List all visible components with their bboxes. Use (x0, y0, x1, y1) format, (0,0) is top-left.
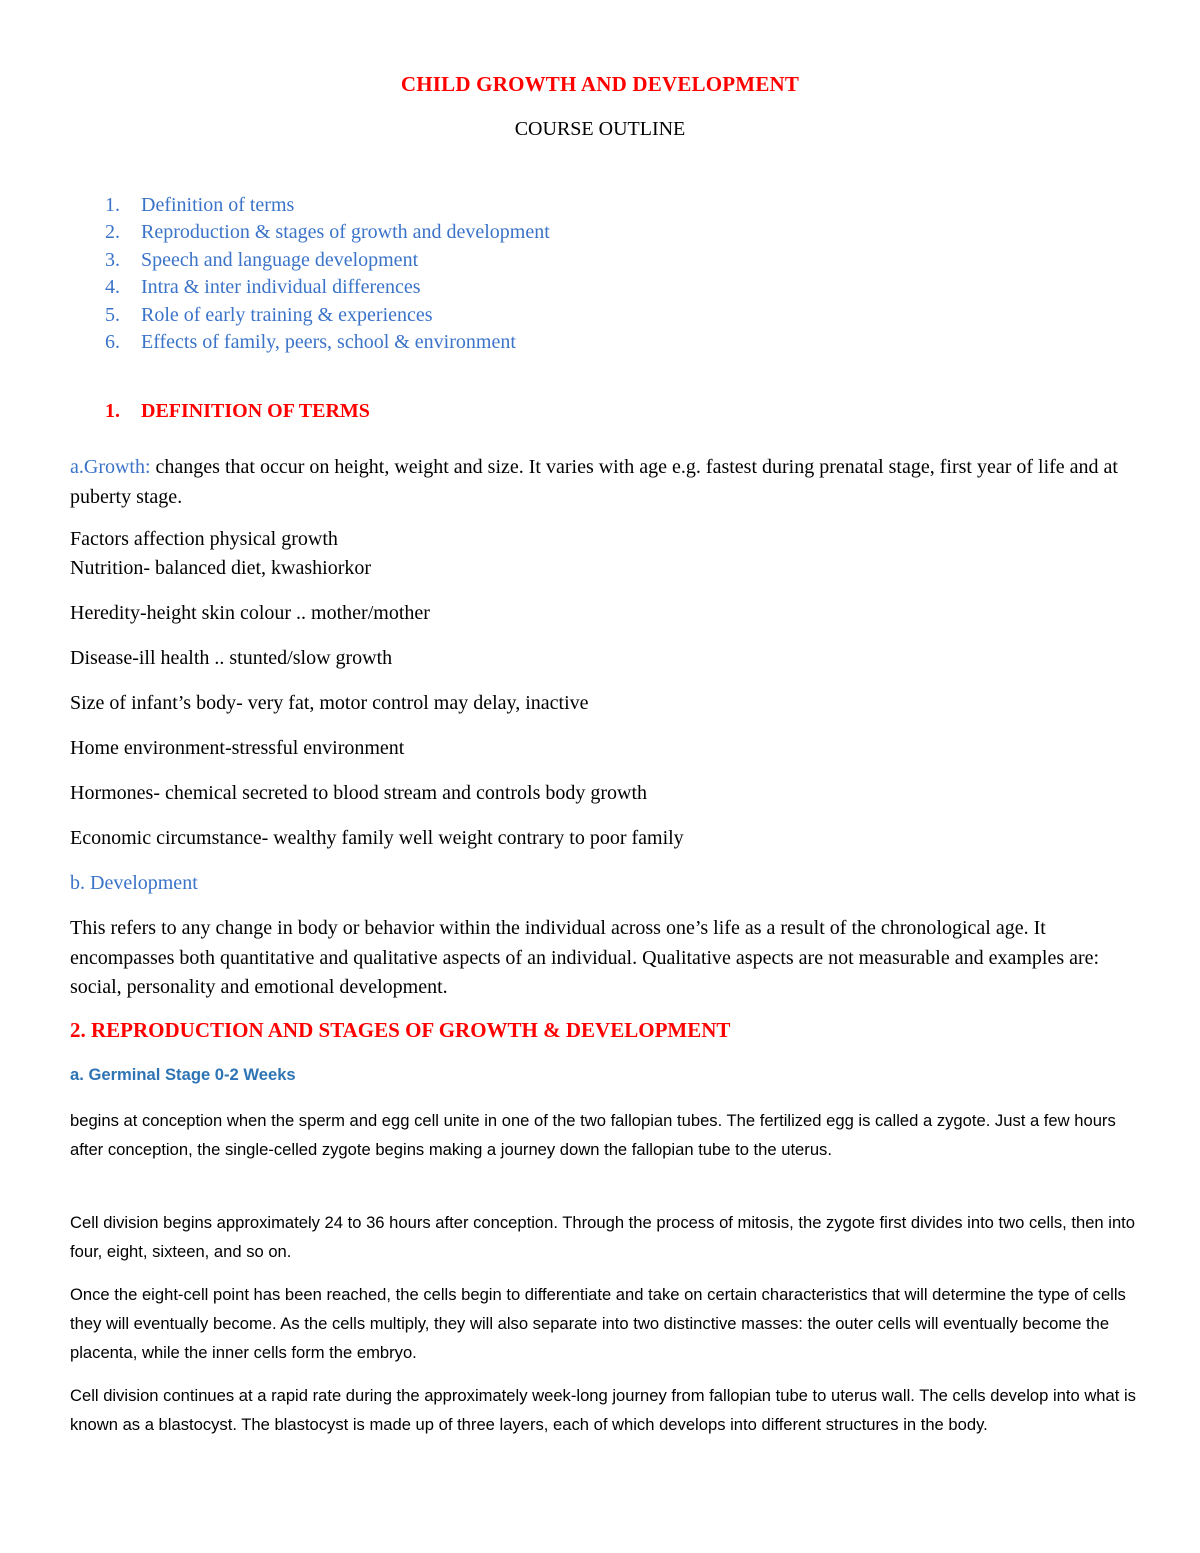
factor-item: Economic circumstance- wealthy family well weight contrary to poor family (70, 827, 684, 849)
document-subtitle: COURSE OUTLINE (514, 118, 686, 140)
paragraph: begins at conception when the sperm and egg cell unite in one of the two fallopian tubes. The fertilized egg is called a zygote. Just a few hours after conception, the single-celled zygote begins making a journey down the fallopian tube to the uterus. (70, 1111, 1116, 1159)
outline-item: 2. Reproduction & stages of growth and development (105, 221, 550, 244)
paragraph: Once the eight-cell point has been reached, the cells begin to differentiate and take on certain characteristics that will determine the type of cells they will eventually become. As the cells multiply, they will also separate into two distinctive masses: the outer cells will eventually become the placenta, while the inner cells form the embryo. (70, 1285, 1126, 1362)
factor-item: Hormones- chemical secreted to blood stream and controls body growth (70, 782, 648, 804)
section-2-heading: 2. REPRODUCTION AND STAGES OF GROWTH & DEVELOPMENT (70, 1018, 731, 1042)
development-label: b. Development (70, 872, 198, 894)
paragraph: Cell division continues at a rapid rate during the approximately week-long journey from fallopian tube to uterus wall. The cells develop into what is known as a blastocyst. The blastocyst is made up of three layers, each of which develops into different structures in the body. (70, 1386, 1136, 1434)
factor-item: Heredity-height skin colour .. mother/mother (70, 602, 430, 624)
growth-label: a.Growth: (70, 456, 151, 478)
factor-item: Size of infant’s body- very fat, motor control may delay, inactive (70, 692, 589, 714)
growth-definition: a.Growth: changes that occur on height, weight and size. It varies with age e.g. fastest during prenatal stage, first year of life and at puberty stage. (70, 456, 1118, 508)
outline-item: 5. Role of early training & experiences (105, 303, 433, 326)
factors-heading: Factors affection physical growth (70, 528, 338, 550)
factor-item: Home environment-stressful environment (70, 737, 405, 759)
document-title: CHILD GROWTH AND DEVELOPMENT (400, 72, 800, 96)
course-outline-list (105, 192, 550, 356)
outline-item: 1. Definition of terms (105, 194, 295, 216)
paragraph: Cell division begins approximately 24 to 36 hours after conception. Through the process of mitosis, the zygote first divides into two cells, then into four, eight, sixteen, and so on. (70, 1213, 1136, 1261)
outline-item: 3. Speech and language development (105, 248, 419, 271)
outline-item: 4. Intra & inter individual differences (105, 276, 421, 299)
development-definition: This refers to any change in body or behavior within the individual across one’s life as a result of the chronological age. It encompasses both quantitative and qualitative aspects of an individual. Qualitative aspects are not measurable and examples are: social, personality and emotional development. (70, 917, 1100, 998)
outline-item: 6. Effects of family, peers, school & environment (105, 330, 516, 353)
factor-item: Nutrition- balanced diet, kwashiorkor (70, 557, 372, 579)
germinal-stage-subheading: a. Germinal Stage 0-2 Weeks (70, 1065, 296, 1084)
section-1-heading: 1. DEFINITION OF TERMS (105, 400, 370, 422)
factor-item: Disease-ill health .. stunted/slow growth (70, 647, 393, 669)
